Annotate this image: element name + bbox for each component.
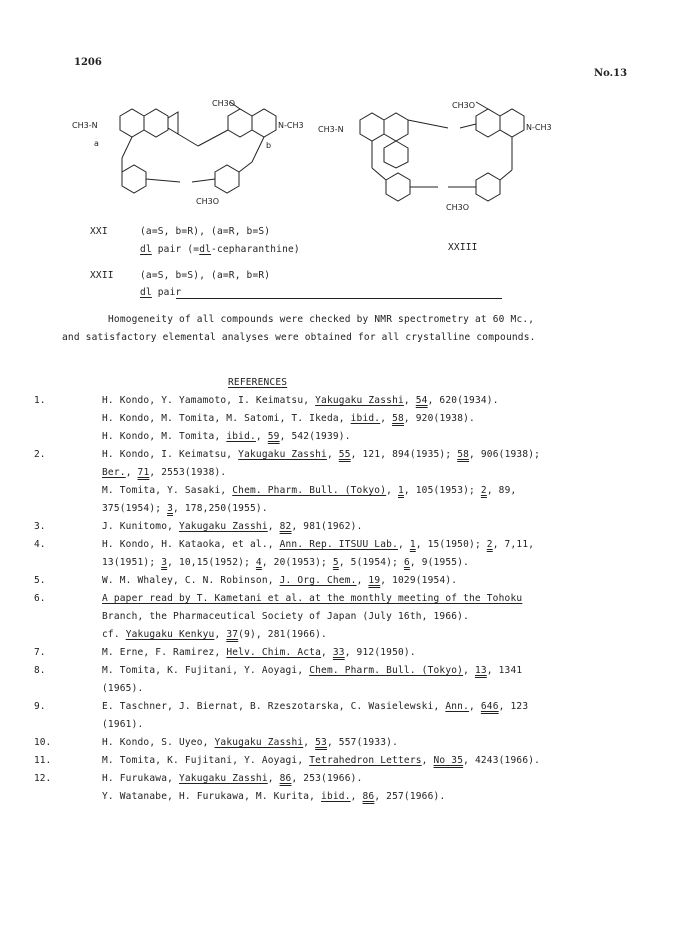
- ref-6-line-1: A paper read by T. Kametani et al. at the monthly meeting of the Tohoku: [102, 593, 523, 604]
- benzo-ring-left: [384, 113, 408, 141]
- ref-number: 4.: [34, 539, 46, 550]
- ref-number: 11.: [34, 755, 52, 766]
- benzo-ring-right: [228, 109, 252, 137]
- label-xxii: XXII: [90, 270, 114, 281]
- note-line-2: and satisfactory elemental analyses were obtained for all crystalline compounds.: [62, 332, 536, 343]
- ref-12-line-2: Y. Watanabe, H. Furukawa, M. Kurita, ibid., 86, 257(1966).: [102, 791, 446, 802]
- structure-xxiii: [316, 98, 556, 216]
- ref-number: 5.: [34, 575, 46, 586]
- label-b: b: [266, 141, 272, 150]
- benzo-ring-left: [144, 109, 168, 137]
- ref-6-line-3: cf. Yakugaku Kenkyu, 37(9), 281(1966).: [102, 629, 327, 640]
- ref-1-line-3: H. Kondo, M. Tomita, ibid., 59, 542(1939).: [102, 431, 351, 442]
- note-line-1: Homogeneity of all compounds were checked by NMR spectrometry at 60 Mc.,: [108, 314, 535, 325]
- ref-number: 10.: [34, 737, 52, 748]
- atom-ch3o-bottom: CH3O: [446, 203, 469, 212]
- atom-n-right: N-CH3: [278, 121, 304, 130]
- isoquinoline-ring-right: [500, 109, 524, 137]
- ref-1-line-1: H. Kondo, Y. Yamamoto, I. Keimatsu, Yakugaku Zasshi, 54, 620(1934).: [102, 395, 499, 406]
- ref-number: 2.: [34, 449, 46, 460]
- benzo-ring-right: [476, 109, 500, 137]
- page-number: 1206: [74, 57, 102, 68]
- isoquinoline-ring-left: [360, 113, 384, 141]
- config-xxii: (a=S, b=S), (a=R, b=R): [140, 270, 271, 281]
- ref-8-line-2: (1965).: [102, 683, 144, 694]
- ref-10-line-1: H. Kondo, S. Uyeo, Yakugaku Zasshi, 53, 557(1933).: [102, 737, 399, 748]
- atom-n-left: CH3-N: [72, 121, 98, 130]
- ref-1-line-2: H. Kondo, M. Tomita, M. Satomi, T. Ikeda, ibid., 58, 920(1938).: [102, 413, 475, 424]
- ref-4-line-2: 13(1951); 3, 10,15(1952); 4, 20(1953); 5, 5(1954); 6, 9(1955).: [102, 557, 470, 568]
- divider: [176, 298, 502, 299]
- ref-2-line-1: H. Kondo, I. Keimatsu, Yakugaku Zasshi, 55, 121, 894(1935); 58, 906(1938);: [102, 449, 541, 460]
- ref-5-line-1: W. M. Whaley, C. N. Robinson, J. Org. Chem., 19, 1029(1954).: [102, 575, 458, 586]
- config-xxi: (a=S, b=R), (a=R, b=S): [140, 226, 271, 237]
- ref-3-line-1: J. Kunitomo, Yakugaku Zasshi, 82, 981(1962).: [102, 521, 363, 532]
- pair-xxii: dl pair: [140, 287, 182, 298]
- ref-number: 12.: [34, 773, 52, 784]
- ref-9-line-2: (1961).: [102, 719, 144, 730]
- ref-number: 6.: [34, 593, 46, 604]
- structure-xxi-xxii: [72, 98, 310, 210]
- label-a: a: [94, 139, 99, 148]
- atom-ch3o-top: CH3O: [452, 101, 475, 110]
- atom-ch3o-top: CH3O: [212, 99, 235, 108]
- atom-ch3o-bottom: CH3O: [196, 197, 219, 206]
- ref-8-line-1: M. Tomita, K. Fujitani, Y. Aoyagi, Chem. Pharm. Bull. (Tokyo), 13, 1341: [102, 665, 523, 676]
- ref-7-line-1: M. Erne, F. Ramirez, Helv. Chim. Acta, 33, 912(1950).: [102, 647, 416, 658]
- ref-number: 1.: [34, 395, 46, 406]
- atom-n-right: N-CH3: [526, 123, 552, 132]
- ref-2-line-2: Ber., 71, 2553(1938).: [102, 467, 227, 478]
- pair-xxi: dl pair (=dl-cepharanthine): [140, 244, 300, 255]
- isoquinoline-ring-right: [252, 109, 276, 137]
- ref-number: 9.: [34, 701, 46, 712]
- isoquinoline-ring-left: [120, 109, 144, 137]
- ref-number: 7.: [34, 647, 46, 658]
- methylenedioxy-ring: [168, 112, 178, 134]
- label-xxiii: XXIII: [448, 242, 478, 253]
- benzyl-ring-lower-right: [476, 173, 500, 201]
- label-xxi: XXI: [90, 226, 108, 237]
- ref-9-line-1: E. Taschner, J. Biernat, B. Rzeszotarska, C. Wasielewski, Ann., 646, 123: [102, 701, 529, 712]
- ref-4-line-1: H. Kondo, H. Kataoka, et al., Ann. Rep. ITSUU Lab., 1, 15(1950); 2, 7,11,: [102, 539, 535, 550]
- atom-n-left: CH3-N: [318, 125, 344, 134]
- benzyl-ring-lower-left: [122, 165, 146, 193]
- ref-number: 8.: [34, 665, 46, 676]
- ref-11-line-1: M. Tomita, K. Fujitani, Y. Aoyagi, Tetrahedron Letters, No 35, 4243(1966).: [102, 755, 541, 766]
- methylenedioxy-ring: [384, 141, 408, 168]
- benzyl-ring-lower-left: [386, 173, 410, 201]
- ref-number: 3.: [34, 521, 46, 532]
- ref-2-line-3: M. Tomita, Y. Sasaki, Chem. Pharm. Bull. (Tokyo), 1, 105(1953); 2, 89,: [102, 485, 517, 496]
- ref-12-line-1: H. Furukawa, Yakugaku Zasshi, 86, 253(1966).: [102, 773, 363, 784]
- references-title: REFERENCES: [228, 377, 288, 388]
- issue-number: No.13: [594, 68, 628, 79]
- ref-2-line-4: 375(1954); 3, 178,250(1955).: [102, 503, 268, 514]
- ref-6-line-2: Branch, the Pharmaceutical Society of Japan (July 16th, 1966).: [102, 611, 470, 622]
- benzyl-ring-lower-right: [215, 165, 239, 193]
